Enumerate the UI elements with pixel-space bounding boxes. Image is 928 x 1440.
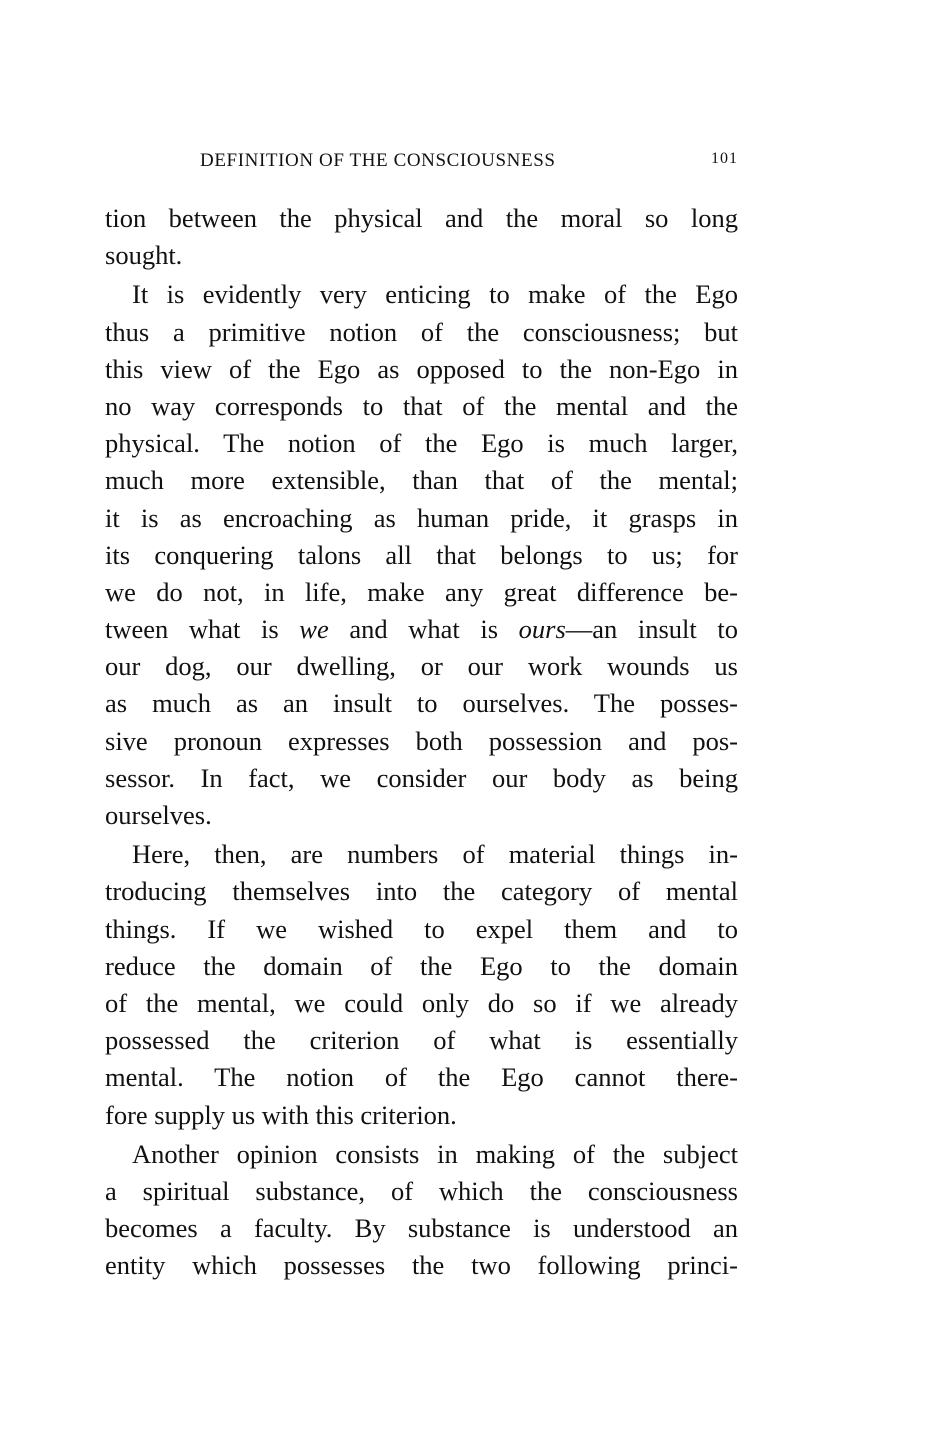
text-span: as much as an insult to ourselves. The posses- — [105, 688, 738, 719]
text-span: reduce the domain of the Ego to the domain — [105, 950, 738, 981]
text-span: physical. The notion of the Ego is much larger, — [105, 428, 738, 459]
text-span: a spiritual substance, of which the consciousness — [105, 1175, 738, 1206]
text-span: we do not, in life, make any great difference be- — [105, 576, 738, 607]
text-span: sought. — [105, 240, 183, 271]
text-span: thus a primitive notion of the consciousness; but — [105, 316, 738, 347]
text-span: of the mental, we could only do so if we already — [105, 987, 738, 1018]
text-line — [105, 723, 738, 760]
text-line — [105, 351, 738, 388]
text-line — [105, 648, 738, 685]
running-header — [200, 150, 738, 180]
text-span: mental. The notion of the Ego cannot there- — [105, 1062, 738, 1093]
text-line — [105, 685, 738, 722]
text-span: sive pronoun expresses both possession and pos- — [105, 725, 738, 756]
text-line — [105, 760, 738, 797]
text-line — [105, 1022, 738, 1059]
text-span: and what is — [328, 614, 519, 645]
text-span: Here, then, are numbers of material things in- — [132, 839, 738, 870]
text-line — [105, 1136, 738, 1173]
text-span: no way corresponds to that of the mental and the — [105, 390, 738, 421]
text-line — [105, 1247, 738, 1284]
text-line — [105, 797, 738, 834]
text-span: it is as encroaching as human pride, it grasps in — [105, 502, 738, 533]
text-span: this view of the Ego as opposed to the non-Ego in — [105, 353, 738, 384]
text-line — [105, 1059, 738, 1096]
text-line — [105, 462, 738, 499]
text-span: fore supply us with this criterion. — [105, 1099, 457, 1130]
text-span: entity which possesses the two following princi- — [105, 1250, 738, 1281]
text-span: —an insult to — [565, 614, 739, 645]
text-span: Another opinion consists in making of the subject — [132, 1138, 738, 1169]
text-span: tween what is — [105, 614, 300, 645]
page-number: 101 — [711, 150, 738, 167]
text-span: possessed the criterion of what is essentially — [105, 1025, 738, 1056]
text-line — [105, 237, 738, 274]
text-line — [105, 611, 738, 648]
text-span: tion between the physical and the moral so long — [105, 203, 738, 233]
text-span: It is evidently very enticing to make of the Ego — [132, 279, 738, 310]
text-line — [105, 836, 738, 873]
text-span: our dog, our dwelling, or our work wounds us — [105, 651, 738, 682]
body-text — [105, 200, 738, 1284]
text-line — [105, 200, 738, 237]
text-line — [105, 873, 738, 910]
text-line — [105, 425, 738, 462]
italic-text: we — [299, 614, 329, 645]
text-line — [105, 276, 738, 313]
running-title: DEFINITION OF THE CONSCIOUSNESS — [200, 150, 556, 171]
text-span: troducing themselves into the category of mental — [105, 876, 738, 907]
text-line — [105, 911, 738, 948]
text-line — [105, 500, 738, 537]
text-span: ourselves. — [105, 800, 212, 830]
text-span: its conquering talons all that belongs to us; for — [105, 539, 738, 570]
text-line — [105, 574, 738, 611]
text-line — [105, 537, 738, 574]
text-span: becomes a faculty. By substance is understood an — [105, 1213, 738, 1244]
text-span: much more extensible, than that of the mental; — [105, 465, 738, 496]
text-line — [105, 1097, 738, 1134]
text-line — [105, 985, 738, 1022]
text-span: things. If we wished to expel them and to — [105, 913, 738, 944]
text-line — [105, 948, 738, 985]
text-span: sessor. In fact, we consider our body as being — [105, 762, 738, 793]
text-line — [105, 388, 738, 425]
text-line — [105, 1210, 738, 1247]
text-line — [105, 1173, 738, 1210]
text-line — [105, 314, 738, 351]
italic-text: ours — [518, 614, 566, 645]
